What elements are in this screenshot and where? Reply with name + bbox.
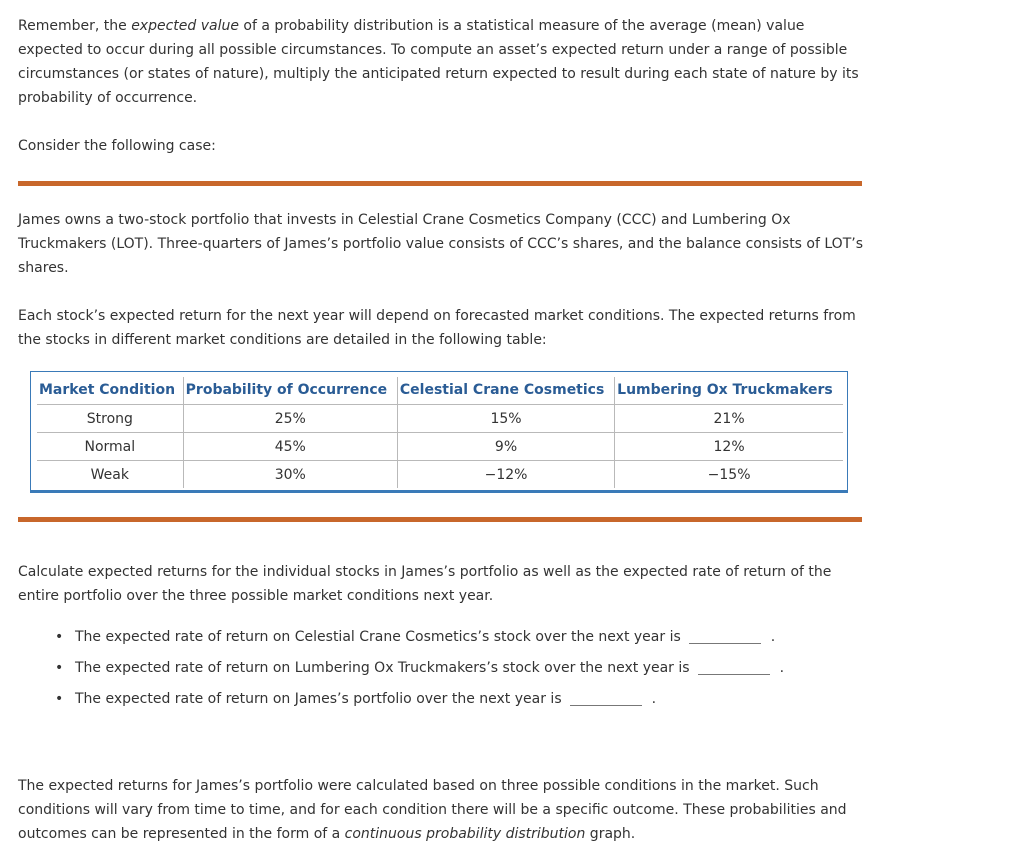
table-cell: −15% [615, 461, 843, 489]
calculate-instructions: Calculate expected returns for the individual stocks in James’s portfolio as well as the expected rate of return of the entire portfolio over the three possible market conditions next year. [18, 564, 832, 604]
header-market-condition: Market Condition [37, 377, 183, 405]
table-cell: 9% [397, 433, 614, 461]
consider-text: Consider the following case: [18, 138, 216, 154]
question-text: The expected rate of return on Lumbering Ox Truckmakers’s stock over the next year is [75, 660, 690, 676]
table-intro-paragraph: Each stock’s expected return for the next year will depend on forecasted market conditions. The expected returns from the stocks in different market conditions are detailed in the following table: [18, 308, 856, 348]
question-list [18, 625, 868, 711]
table-header-row [37, 377, 843, 405]
intro-paragraph: Remember, the expected value of a probability distribution is a statistical measure of the average (mean) value expected to occur during all possible circumstances. To compute an asset’s expected return under a range of possible circumstances (or states of nature), multiply the anticipated return expected to result during each state of nature by its probability of occurrence. [18, 18, 859, 106]
table-cell: 12% [615, 433, 843, 461]
table-cell: 25% [183, 405, 397, 433]
question-ccc: • The expected rate of return on Celestial Crane Cosmetics’s stock over the next year is . [18, 625, 868, 649]
bullet: • [55, 660, 64, 676]
table-cell: 30% [183, 461, 397, 489]
section-divider-top [18, 181, 862, 186]
bullet: • [55, 691, 64, 707]
returns-table-container [30, 371, 848, 491]
portfolio-answer-blank[interactable] [570, 690, 642, 706]
header-ccc: Celestial Crane Cosmetics [397, 377, 614, 405]
table-cell: 21% [615, 405, 843, 433]
case-paragraph: James owns a two-stock portfolio that invests in Celestial Crane Cosmetics Company (CCC) and Lumbering Ox Truckmakers (LOT). Three-quarters of James’s portfolio value consists of CCC’s shares, and the balance consists of LOT’s shares. [18, 212, 863, 276]
page-content [18, 14, 868, 846]
section-divider-bottom [18, 517, 862, 522]
ccc-answer-blank[interactable] [689, 628, 761, 644]
bullet: • [55, 629, 64, 645]
table-cell: 45% [183, 433, 397, 461]
question-text: The expected rate of return on James’s portfolio over the next year is [75, 691, 562, 707]
table-cell: Weak [90, 466, 129, 483]
question-text: The expected rate of return on Celestial Crane Cosmetics’s stock over the next year is [75, 629, 681, 645]
table-row [37, 433, 843, 461]
question-lot: • The expected rate of return on Lumbering Ox Truckmakers’s stock over the next year is . [18, 656, 868, 680]
table-cell: Strong [37, 405, 183, 433]
final-paragraph: The expected returns for James’s portfolio were calculated based on three possible conditions in the market. Such conditions will vary from time to time, and for each condition there will be a specific outcome. These probabilities and outcomes can be represented in the form of a continuous probability distribution graph. [18, 778, 847, 842]
returns-table [37, 377, 843, 488]
lot-answer-blank[interactable] [698, 659, 770, 675]
header-probability: Probability of Occurrence [183, 377, 397, 405]
table-row [37, 461, 843, 489]
table-cell: −12% [397, 461, 614, 489]
table-row [37, 405, 843, 433]
question-portfolio: • The expected rate of return on James’s portfolio over the next year is . [18, 687, 868, 711]
expected-value-term: expected value [131, 18, 239, 34]
header-lot: Lumbering Ox Truckmakers [615, 377, 843, 405]
continuous-distribution-term: continuous probability distribution [344, 826, 586, 842]
table-cell: Normal [37, 433, 183, 461]
table-cell: 15% [397, 405, 614, 433]
